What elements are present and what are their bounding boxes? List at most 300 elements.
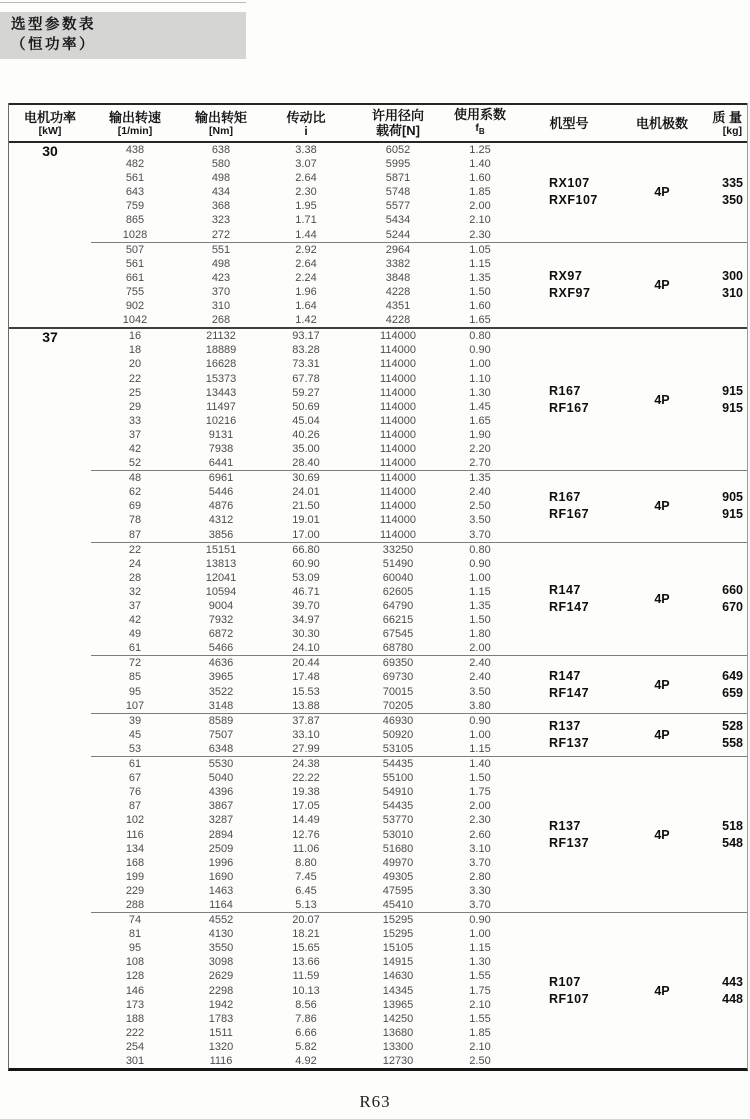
data-row [91,1040,513,1054]
block-rows [91,471,513,541]
gear-block [91,756,747,912]
data-row [91,685,513,699]
cell-ratio: 11.06 [292,842,320,855]
cell-output-speed: 24 [128,557,142,570]
data-row [91,442,513,456]
cell-ratio: 39.70 [292,600,320,612]
block-rows [91,656,513,712]
cell-service-factor: 1.55 [469,1012,491,1025]
cell-output-torque: 1690 [208,870,234,883]
cell-ratio: 40.26 [292,428,320,441]
poles-value: 4P [654,392,670,407]
header-cell-motor-power [9,110,91,137]
cell-output-speed: 37 [128,600,142,612]
cell-ratio: 20.44 [292,657,320,670]
cell-output-torque: 3287 [208,814,234,827]
cell-output-speed: 81 [128,928,142,941]
header-sub-output-speed: [1/min] [117,124,153,137]
weight-cell [699,471,747,541]
cell-radial-load: 14345 [382,984,414,997]
cell-output-torque: 5466 [208,642,234,655]
cell-output-speed: 561 [125,257,145,270]
cell-radial-load: 69350 [382,657,414,670]
cell-radial-load: 13680 [382,1026,414,1039]
cell-output-speed: 643 [125,186,145,199]
cell-service-factor: 1.50 [469,285,491,298]
cell-output-speed: 48 [128,472,142,485]
cell-output-torque: 21132 [206,330,236,343]
poles-value: 4P [654,499,670,514]
data-row [91,299,513,313]
data-row [91,898,513,912]
cell-ratio: 28.40 [292,457,320,470]
cell-ratio: 50.69 [292,400,320,413]
cell-output-torque: 18889 [205,344,237,357]
data-row [91,400,513,414]
cell-output-torque: 3522 [208,685,234,698]
data-row [91,842,513,856]
cell-output-torque: 13443 [205,386,237,399]
cell-radial-load: 114000 [380,457,416,470]
model-cell [513,714,625,756]
cell-output-speed: 33 [128,414,142,427]
data-row [91,528,513,542]
cell-output-torque: 6872 [208,628,234,641]
cell-output-speed: 22 [128,372,142,385]
power-column [9,329,91,1068]
title-line-2: （恒功率） [11,36,96,53]
cell-service-factor: 1.15 [469,942,491,955]
cell-ratio: 1.95 [295,200,317,213]
cell-output-speed: 52 [128,457,142,470]
cell-ratio: 1.44 [295,228,317,241]
cell-output-speed: 199 [125,870,145,883]
cell-radial-load: 51680 [382,842,414,855]
cell-radial-load: 13300 [382,1040,414,1053]
header-sub-weight: [kg] [722,124,742,137]
cell-radial-load: 53105 [382,742,414,755]
cell-ratio: 3.07 [295,158,317,171]
cell-service-factor: 2.50 [469,1055,491,1067]
data-row [91,243,513,257]
cell-ratio: 17.00 [292,528,320,541]
cell-ratio: 83.28 [292,344,320,357]
cell-output-torque: 8589 [208,714,234,727]
data-row [91,613,513,627]
cell-service-factor: 2.30 [469,814,491,827]
cell-output-torque: 3856 [208,528,234,541]
cell-output-speed: 42 [128,442,142,455]
cell-radial-load: 5748 [385,186,411,199]
data-row [91,998,513,1012]
cell-output-torque: 11497 [206,400,236,413]
header-cell-output-speed [91,110,179,137]
cell-service-factor: 3.30 [469,884,491,897]
poles-cell [625,543,699,656]
cell-radial-load: 33250 [382,543,414,556]
cell-ratio: 45.04 [292,414,320,427]
model-name: RF147 [549,600,590,614]
weight-cell [699,656,747,712]
model-name: R147 [549,668,581,683]
poles-cell [625,329,699,470]
cell-output-speed: 482 [125,158,145,171]
header-cell-model [513,116,625,131]
cell-ratio: 7.45 [295,870,317,883]
cell-service-factor: 1.15 [469,742,491,755]
cell-ratio: 7.86 [295,1012,317,1025]
header-main-output-speed: 输出转速 [108,109,161,125]
header-main-service-factor: 使用系数 [453,107,506,123]
header-main-weight: 质 量 [712,109,742,125]
cell-output-speed: 146 [125,984,145,997]
data-row [91,728,513,742]
cell-output-speed: 301 [125,1055,145,1067]
cell-output-speed: 45 [128,728,142,741]
cell-output-torque: 10216 [205,414,237,427]
cell-output-torque: 370 [211,285,231,298]
data-row [91,157,513,171]
poles-cell [625,243,699,328]
cell-output-speed: 95 [128,942,142,955]
cell-output-torque: 2629 [208,970,234,983]
power-column [9,143,91,327]
cell-radial-load: 114000 [380,414,416,427]
header-cell-radial-load [349,108,447,138]
cell-output-speed: 229 [125,884,145,897]
cell-ratio: 6.66 [295,1026,317,1039]
cell-output-torque: 6441 [208,457,234,470]
cell-radial-load: 114000 [380,486,416,499]
weight-value: 915 [722,383,743,398]
cell-service-factor: 1.75 [469,984,491,997]
cell-output-torque: 7938 [208,442,234,455]
cell-ratio: 1.64 [295,300,317,313]
cell-output-torque: 5040 [208,772,234,785]
header-cell-ratio [263,110,349,137]
cell-output-speed: 222 [125,1026,145,1039]
header-sub-ratio: i [304,123,308,138]
model-name: RX97 [549,268,583,283]
poles-value: 4P [654,827,670,842]
cell-output-torque: 5530 [208,758,234,771]
cell-ratio: 15.53 [292,685,320,698]
cell-radial-load: 60040 [382,571,414,584]
cell-ratio: 6.45 [295,884,317,897]
cell-ratio: 1.71 [295,214,317,227]
data-row [91,428,513,442]
data-row [91,742,513,756]
cell-output-speed: 78 [128,514,142,527]
weight-value: 915 [722,507,743,522]
block-rows [91,329,513,470]
cell-ratio: 11.59 [292,970,320,983]
cell-service-factor: 1.45 [469,400,491,413]
cell-ratio: 37.87 [292,714,320,727]
header-main-radial-load: 许用径向 [371,108,424,123]
title-box [0,12,246,59]
cell-output-torque: 1116 [209,1055,233,1067]
cell-radial-load: 53010 [382,828,414,841]
cell-radial-load: 54435 [382,800,414,813]
cell-output-torque: 272 [211,228,231,241]
cell-radial-load: 12730 [382,1055,414,1067]
cell-output-speed: 759 [125,200,145,213]
data-row [91,699,513,713]
cell-service-factor: 2.70 [469,457,491,470]
weight-cell [699,913,747,1068]
cell-service-factor: 1.00 [469,571,491,584]
gear-block [91,470,747,541]
model-cell [513,471,625,541]
data-row [91,571,513,585]
data-row [91,485,513,499]
cell-output-torque: 1783 [208,1012,234,1025]
data-row [91,714,513,728]
header-main-motor-power: 电机功率 [23,109,76,125]
cell-service-factor: 3.50 [469,514,491,527]
cell-radial-load: 5871 [385,172,411,185]
cell-radial-load: 13965 [382,998,414,1011]
table-header-row [9,103,747,143]
cell-output-speed: 87 [128,528,142,541]
data-row [91,785,513,799]
header-cell-output-torque [179,110,263,137]
cell-service-factor: 3.80 [469,699,491,712]
weight-value: 558 [722,735,743,750]
cell-service-factor: 1.60 [469,300,491,313]
poles-cell [625,656,699,712]
cell-service-factor: 1.10 [469,372,491,385]
data-row [91,599,513,613]
cell-ratio: 46.71 [292,585,320,598]
cell-ratio: 10.13 [292,984,320,997]
cell-output-torque: 323 [211,214,231,227]
cell-output-torque: 15373 [205,372,237,385]
data-row [91,656,513,670]
model-name: RF167 [549,400,590,415]
cell-radial-load: 4228 [385,285,411,298]
cell-radial-load: 6052 [385,144,411,156]
cell-output-speed: 173 [125,998,145,1011]
weight-cell [699,757,747,912]
cell-radial-load: 46930 [382,714,414,727]
cell-output-speed: 28 [128,571,142,584]
header-cell-weight [699,110,747,137]
header-cell-service-factor [447,107,513,138]
cell-ratio: 22.22 [292,772,320,785]
model-name: R137 [549,718,581,733]
cell-output-torque: 4312 [208,514,234,527]
cell-ratio: 3.38 [295,144,317,156]
data-row [91,456,513,470]
cell-radial-load: 4351 [385,300,411,313]
poles-cell [625,913,699,1068]
cell-output-torque: 551 [211,243,231,256]
cell-ratio: 17.05 [292,800,320,813]
cell-output-speed: 29 [128,400,142,413]
cell-service-factor: 3.70 [469,898,491,911]
cell-output-speed: 865 [125,214,145,227]
cell-output-torque: 7507 [208,728,234,741]
poles-cell [625,757,699,912]
cell-output-speed: 32 [128,585,142,598]
cell-output-speed: 661 [125,271,145,284]
cell-ratio: 30.69 [292,472,320,485]
cell-radial-load: 114000 [380,428,416,441]
header-main-poles: 电机极数 [635,115,688,131]
model-name: RF167 [549,507,590,522]
cell-ratio: 93.17 [292,330,320,343]
cell-ratio: 21.50 [292,500,320,513]
cell-service-factor: 2.00 [469,200,491,213]
cell-radial-load: 45410 [382,898,414,911]
cell-output-torque: 1996 [208,856,234,869]
weight-value: 443 [722,974,743,989]
data-row [91,799,513,813]
cell-radial-load: 114000 [380,514,416,527]
cell-output-speed: 20 [128,358,142,371]
cell-ratio: 13.88 [292,699,320,712]
cell-output-speed: 438 [125,144,145,156]
weight-value: 350 [722,193,743,208]
header-sub-output-torque: [Nm] [209,124,233,137]
cell-output-torque: 434 [211,186,231,199]
cell-service-factor: 3.10 [469,842,491,855]
cell-output-torque: 3148 [208,699,234,712]
cell-radial-load: 4228 [385,314,411,327]
data-row [91,271,513,285]
cell-output-speed: 42 [128,614,142,627]
poles-value: 4P [654,592,670,606]
cell-output-torque: 13813 [205,557,237,570]
cell-output-speed: 102 [125,814,145,827]
cell-ratio: 17.48 [292,671,320,684]
model-name: R147 [549,583,581,597]
cell-output-speed: 53 [128,742,142,755]
cell-service-factor: 2.40 [469,657,491,670]
poles-value: 4P [654,677,670,692]
cell-service-factor: 1.75 [469,786,491,799]
cell-output-torque: 498 [211,172,231,185]
data-row [91,171,513,185]
poles-value: 4P [654,277,670,292]
header-cell-poles [625,116,699,131]
cell-output-speed: 108 [125,956,145,969]
cell-service-factor: 1.65 [469,314,491,327]
data-row [91,913,513,927]
poles-value: 4P [654,983,670,998]
cell-service-factor: 1.85 [469,1026,491,1039]
data-row [91,199,513,213]
cell-ratio: 19.38 [292,786,320,799]
cell-output-torque: 3550 [208,942,234,955]
poles-value: 4P [654,727,670,742]
model-name: RF147 [549,685,590,700]
model-cell [513,656,625,712]
cell-output-speed: 74 [128,914,142,927]
weight-cell [699,543,747,656]
cell-ratio: 53.09 [292,571,320,584]
cell-ratio: 8.56 [295,998,317,1011]
cell-output-torque: 2509 [208,842,234,855]
cell-ratio: 1.96 [295,285,317,298]
cell-service-factor: 2.10 [469,998,491,1011]
cell-service-factor: 1.00 [469,358,491,371]
cell-ratio: 27.99 [292,742,320,755]
section-blocks [91,329,747,1068]
cell-output-speed: 95 [128,685,142,698]
cell-ratio: 30.30 [292,628,320,641]
data-row [91,984,513,998]
cell-output-torque: 268 [211,314,231,327]
cell-radial-load: 15295 [382,914,414,927]
cell-output-torque: 3965 [208,671,234,684]
data-row [91,313,513,327]
weight-cell [699,243,747,328]
cell-output-speed: 37 [128,428,142,441]
data-row [91,856,513,870]
cell-output-speed: 85 [128,671,142,684]
header-sub-motor-power: [kW] [38,124,62,137]
gear-block [91,242,747,328]
header-sub-radial-load: 载荷[N] [375,123,421,138]
data-row [91,285,513,299]
data-row [91,670,513,684]
cell-output-torque: 4636 [208,657,234,670]
cell-ratio: 34.97 [292,614,320,627]
cell-radial-load: 114000 [380,330,416,343]
data-row [91,357,513,371]
cell-service-factor: 1.50 [469,772,491,785]
cell-output-torque: 3867 [208,800,234,813]
weight-cell [699,143,747,242]
cell-radial-load: 114000 [380,528,416,541]
model-cell [513,329,625,470]
cell-service-factor: 2.60 [469,828,491,841]
model-name: RF137 [549,835,590,850]
weight-value: 548 [722,835,743,850]
cell-output-speed: 507 [125,243,145,256]
poles-cell [625,471,699,541]
cell-output-speed: 69 [128,500,142,513]
data-row [91,386,513,400]
cell-output-speed: 1042 [122,314,148,327]
cell-radial-load: 64790 [382,600,414,612]
data-row [91,585,513,599]
gear-block [91,655,747,712]
cell-radial-load: 5995 [385,158,411,171]
cell-output-speed: 561 [125,172,145,185]
cell-service-factor: 1.40 [469,758,491,771]
data-row [91,143,513,157]
cell-output-torque: 1320 [208,1040,234,1053]
page-number: R63 [359,1092,391,1111]
cell-output-speed: 128 [125,970,145,983]
cell-radial-load: 3848 [385,271,411,284]
cell-radial-load: 69730 [382,671,414,684]
model-name: R137 [549,818,581,833]
cell-radial-load: 55100 [382,772,414,785]
data-row [91,499,513,513]
cell-output-speed: 16 [128,330,142,343]
data-row [91,1012,513,1026]
title-line-1: 选型参数表 [11,17,96,33]
header-sub-service-factor: $f_B$ [475,122,485,137]
cell-service-factor: 1.90 [469,428,491,441]
cell-radial-load: 114000 [380,400,416,413]
cell-service-factor: 3.70 [469,856,491,869]
